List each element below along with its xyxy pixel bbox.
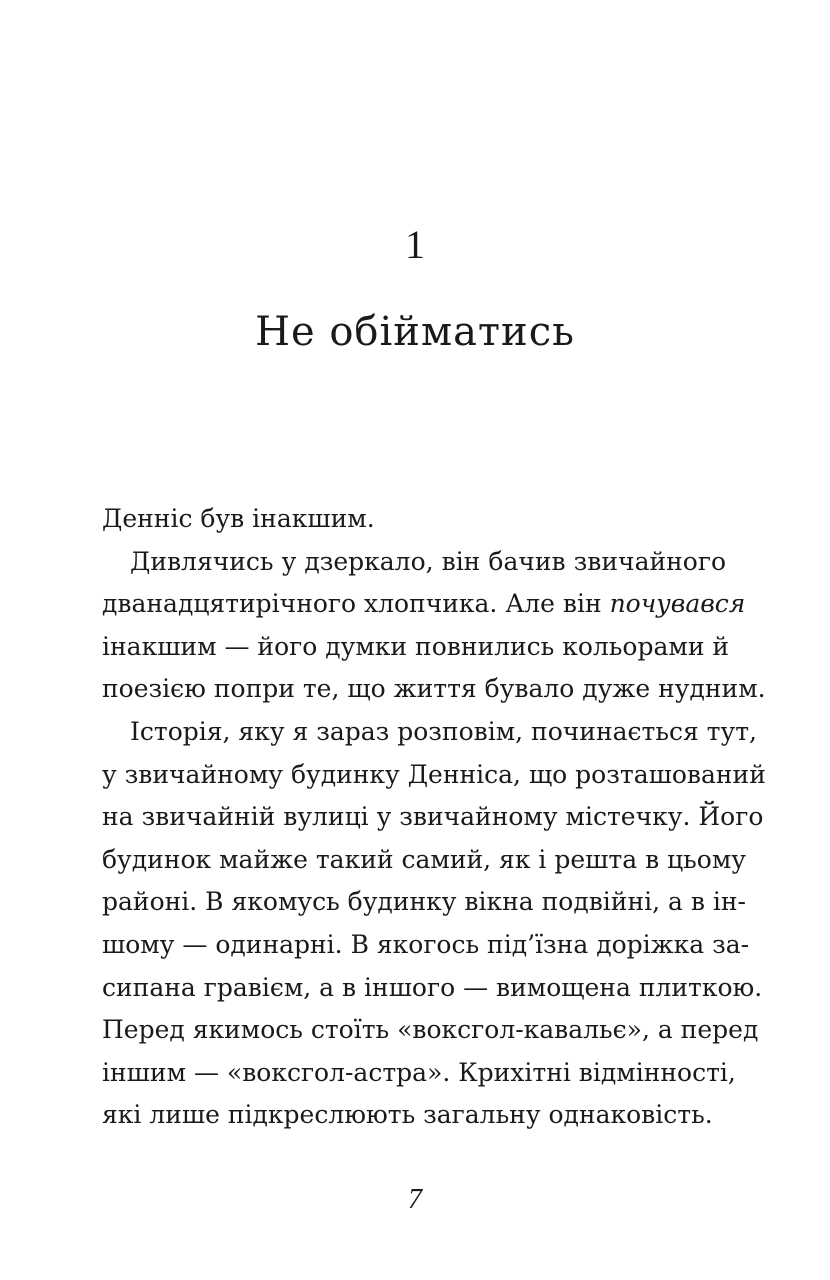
text-line: у звичайному будинку Денніса, що розташований — [102, 759, 766, 789]
text-line — [102, 583, 746, 626]
text-line: районі. В якомусь будинку вікна подвійні, а в ін- — [102, 887, 746, 917]
text-line: будинок майже такий самий, як і решта в цьому — [102, 844, 746, 874]
text-line: шому — одинарні. В якогось під’їзна доріжка за- — [102, 929, 750, 959]
text-line: які лише підкреслюють загальну однаковість. — [102, 1100, 713, 1130]
chapter-number: 1 — [405, 222, 425, 267]
emphasized-word: почувався — [609, 589, 746, 619]
text-line: інакшим — його думки повнились кольорами й — [102, 631, 730, 661]
text-line: Перед якимось стоїть «воксгол-кавальє», а перед — [102, 1015, 759, 1045]
chapter-title: Не обійматись — [255, 309, 575, 355]
page-number: 7 — [408, 1184, 422, 1215]
text-line: Історія, яку я зараз розповім, починається тут, — [130, 716, 757, 746]
text-line: на звичайній вулиці у звичайному містечку. Його — [102, 802, 764, 832]
text-fragment: дванадцятирічного хлопчика. Але він — [102, 589, 610, 619]
text-line: поезією попри те, що життя бувало дуже нудним. — [102, 674, 766, 704]
text-line: Дивлячись у дзеркало, він бачив звичайного — [130, 546, 726, 576]
text-line: Денніс був інакшим. — [102, 504, 375, 533]
text-line: іншим — «воксгол-астра». Крихітні відмінності, — [102, 1057, 736, 1087]
chapter-text — [102, 498, 766, 1137]
text-line: сипана гравієм, а в іншого — вимощена плиткою. — [102, 972, 763, 1002]
